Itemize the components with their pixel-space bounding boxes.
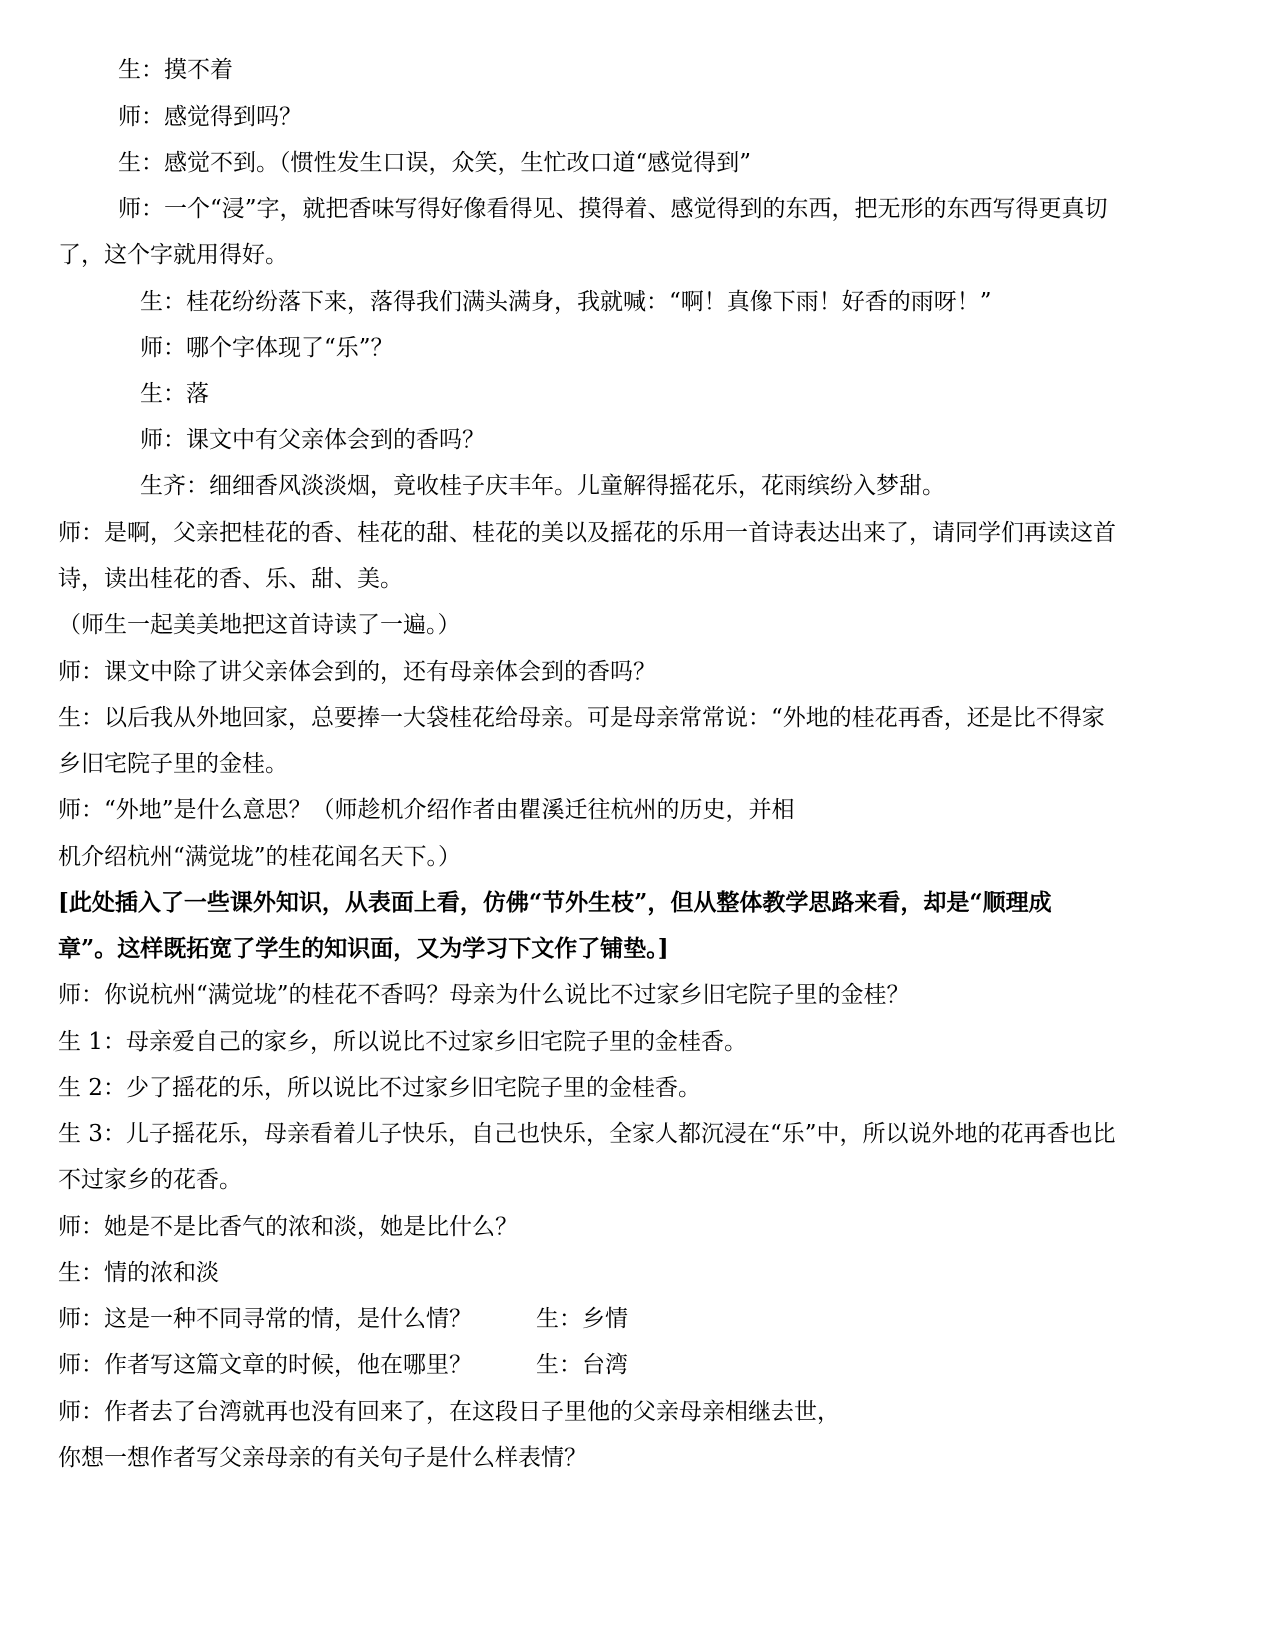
dialogue-line: 师：课文中除了讲父亲体会到的，还有母亲体会到的香吗？ bbox=[58, 659, 656, 685]
dialogue-line-pair bbox=[58, 1350, 628, 1380]
dialogue-line: 机介绍杭州“满觉垅”的桂花闻名天下。） bbox=[58, 844, 462, 870]
student-answer: 生：乡情 bbox=[536, 1306, 628, 1332]
teacher-question: 师：这是一种不同寻常的情，是什么情？ bbox=[58, 1306, 472, 1332]
dialogue-line: 师：是啊，父亲把桂花的香、桂花的甜、桂花的美以及摇花的乐用一首诗表达出来了，请同学们再读这首 bbox=[58, 520, 1116, 546]
dialogue-line: 师：一个“浸”字，就把香味写得好像看得见、摸得着、感觉得到的东西，把无形的东西写得更真切 bbox=[118, 196, 1108, 222]
student-answer: 生：台湾 bbox=[536, 1352, 628, 1378]
dialogue-line: 生齐：细细香风淡淡烟，竟收桂子庆丰年。儿童解得摇花乐，花雨缤纷入梦甜。 bbox=[140, 473, 945, 499]
teacher-question: 师：作者写这篇文章的时候，他在哪里？ bbox=[58, 1352, 472, 1378]
dialogue-line: 生：落 bbox=[140, 381, 209, 407]
dialogue-line: 生：摸不着 bbox=[118, 57, 233, 83]
dialogue-line: 生：桂花纷纷落下来，落得我们满头满身，我就喊：“啊！真像下雨！好香的雨呀！” bbox=[140, 289, 992, 315]
dialogue-line: 师：“外地”是什么意思？（师趁机介绍作者由瞿溪迁往杭州的历史，并相 bbox=[58, 797, 795, 823]
dialogue-line: 生 3：儿子摇花乐，母亲看着儿子快乐，自己也快乐，全家人都沉浸在“乐”中，所以说外地的花再香也比 bbox=[58, 1121, 1116, 1147]
dialogue-line: 生 1：母亲爱自己的家乡，所以说比不过家乡旧宅院子里的金桂香。 bbox=[58, 1029, 747, 1055]
teaching-commentary: 章”。这样既拓宽了学生的知识面，又为学习下文作了铺垫。] bbox=[58, 935, 669, 962]
dialogue-line: 师：她是不是比香气的浓和淡，她是比什么？ bbox=[58, 1214, 518, 1240]
dialogue-line: 生 2：少了摇花的乐，所以说比不过家乡旧宅院子里的金桂香。 bbox=[58, 1075, 701, 1101]
dialogue-line: 师：感觉得到吗？ bbox=[118, 104, 302, 130]
dialogue-line: 师：你说杭州“满觉垅”的桂花不香吗？母亲为什么说比不过家乡旧宅院子里的金桂？ bbox=[58, 982, 910, 1008]
dialogue-line: 生：以后我从外地回家，总要捧一大袋桂花给母亲。可是母亲常常说：“外地的桂花再香，还是比不得家 bbox=[58, 705, 1105, 731]
dialogue-line: 诗，读出桂花的香、乐、甜、美。 bbox=[58, 566, 403, 592]
dialogue-line: 了，这个字就用得好。 bbox=[58, 242, 288, 268]
dialogue-line: 乡旧宅院子里的金桂。 bbox=[58, 751, 288, 777]
dialogue-line: 生：情的浓和淡 bbox=[58, 1260, 219, 1286]
dialogue-line: 不过家乡的花香。 bbox=[58, 1167, 242, 1193]
teaching-commentary: [此处插入了一些课外知识，从表面上看，仿佛“节外生枝”，但从整体教学思路来看，却是“顺理成 bbox=[58, 889, 1052, 916]
dialogue-line: 生：感觉不到。（惯性发生口误，众笑，生忙改口道“感觉得到” bbox=[118, 150, 752, 176]
dialogue-line: （师生一起美美地把这首诗读了一遍。） bbox=[58, 612, 461, 638]
dialogue-line: 师：作者去了台湾就再也没有回来了，在这段日子里他的父亲母亲相继去世， bbox=[58, 1399, 840, 1425]
dialogue-line: 师：哪个字体现了“乐”？ bbox=[140, 335, 394, 361]
dialogue-line: 你想一想作者写父亲母亲的有关句子是什么样表情？ bbox=[58, 1445, 587, 1471]
dialogue-line-pair bbox=[58, 1304, 628, 1334]
dialogue-line: 师：课文中有父亲体会到的香吗？ bbox=[140, 427, 485, 453]
